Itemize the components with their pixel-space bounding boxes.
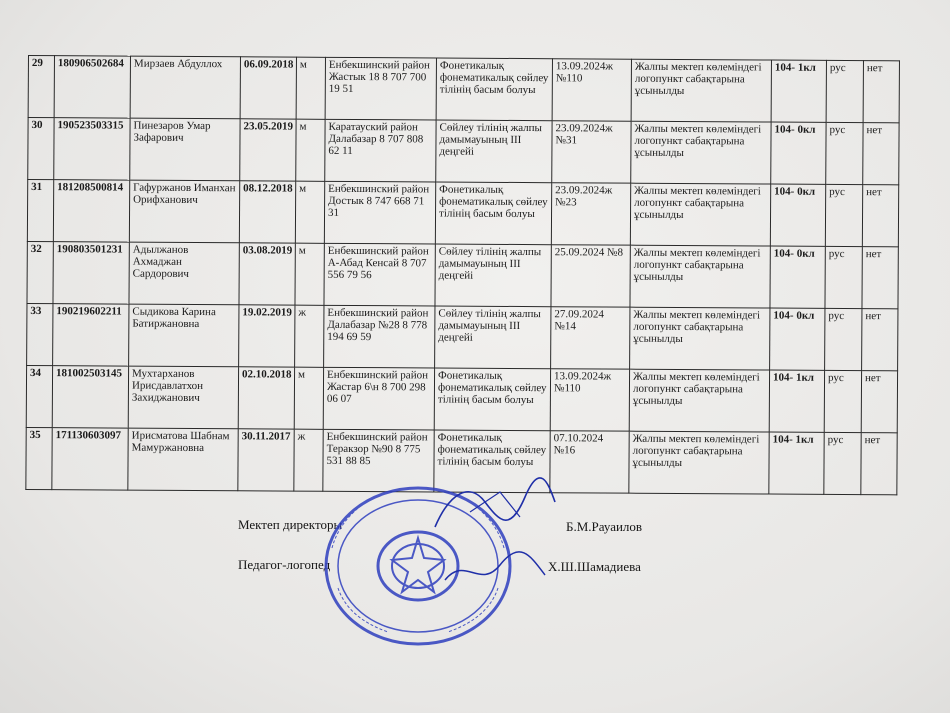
address-cell: Енбекшинский район Жастар 6\н 8 700 298 06 07 [323, 367, 434, 430]
protocol-date: 23.09.2024ж №31 [552, 121, 631, 183]
recommendation-cell: Жалпы мектеп көлеміндегі логопункт сабақтарына ұсынылды [630, 307, 770, 370]
director-signature [430, 472, 560, 542]
diagnosis-cell: Фонетикалық фонематикалық сөйлеу тілінің басым болуы [435, 182, 551, 245]
row-number: 35 [26, 427, 52, 489]
iin-cell: 181208500814 [53, 180, 129, 242]
logoped-label: Педагог-логопед [238, 557, 331, 572]
birth-date: 30.11.2017 [238, 429, 294, 491]
director-label: Мектеп директоры [238, 517, 343, 532]
row-number: 34 [26, 365, 52, 427]
birth-date: 03.08.2019 [239, 243, 295, 305]
director-name: Б.М.Рауаилов [566, 519, 643, 534]
address-cell: Каратауский район Далабазар 8 707 808 62 11 [325, 119, 436, 182]
student-name: Адылжанов Ахмаджан Сардорович [129, 242, 239, 305]
recommendation-cell: Жалпы мектеп көлеміндегі логопункт сабақтарына ұсынылды [629, 369, 769, 432]
table-row [28, 118, 899, 185]
class-cell: 104- 0кл [770, 308, 825, 370]
student-name: Ирисматова Шабнам Мамуржановна [128, 428, 238, 491]
iin-cell: 171130603097 [52, 428, 128, 490]
flag-cell: нет [862, 185, 898, 247]
language-cell: рус [824, 432, 861, 494]
student-name: Гафуржанов Иманхан Орифханович [129, 180, 239, 243]
student-name: Мирзаев Абдуллох [130, 56, 240, 119]
table-row [26, 365, 897, 432]
table-row [27, 180, 898, 247]
language-cell: рус [825, 246, 862, 308]
protocol-date: 07.10.2024 №16 [550, 431, 629, 493]
class-cell: 104- 1кл [771, 60, 826, 122]
birth-date: 19.02.2019 [239, 305, 295, 367]
table-row [27, 241, 898, 308]
table-row [27, 303, 898, 370]
address-cell: Енбекшинский район Теракзор №90 8 775 531 88 85 [323, 429, 434, 492]
flag-cell: нет [861, 433, 897, 495]
diagnosis-cell: Фонетикалық фонематикалық сөйлеу тілінің басым болуы [434, 430, 550, 493]
table-row [28, 56, 899, 123]
class-cell: 104- 1кл [769, 370, 824, 432]
language-cell: рус [826, 60, 863, 122]
diagnosis-cell: Сөйлеу тілінің жалпы дамымауының ІІІ деңгейі [435, 244, 551, 307]
row-number: 32 [27, 241, 53, 303]
protocol-date: 27.09.2024 №14 [551, 307, 630, 369]
sex-cell: м [295, 243, 324, 305]
recommendation-cell: Жалпы мектеп көлеміндегі логопункт сабақтарына ұсынылды [631, 59, 771, 122]
address-cell: Енбекшинский район Достык 8 747 668 71 31 [324, 181, 435, 244]
flag-cell: нет [861, 371, 897, 433]
birth-date: 23.05.2019 [240, 119, 296, 181]
sex-cell: м [296, 119, 325, 181]
recommendation-cell: Жалпы мектеп көлеміндегі логопункт сабақтарына ұсынылды [629, 431, 769, 494]
student-name: Пинезаров Умар Зафарович [130, 118, 240, 181]
class-cell: 104- 0кл [770, 184, 825, 246]
class-cell: 104- 0кл [771, 122, 826, 184]
sex-cell: м [295, 181, 324, 243]
diagnosis-cell: Фонетикалық фонематикалық сөйлеу тілінің басым болуы [434, 368, 550, 431]
row-number: 33 [27, 303, 53, 365]
row-number: 29 [28, 56, 54, 118]
iin-cell: 190803501231 [53, 242, 129, 304]
address-cell: Енбекшинский район Далабазар №28 8 778 194 69 59 [324, 305, 435, 368]
flag-cell: нет [862, 247, 898, 309]
student-name: Мухтарханов Ирисдавлатхон Захиджанович [128, 366, 238, 429]
language-cell: рус [826, 122, 863, 184]
birth-date: 08.12.2018 [239, 181, 295, 243]
language-cell: рус [824, 370, 861, 432]
sex-cell: ж [294, 429, 323, 491]
birth-date: 02.10.2018 [238, 367, 294, 429]
iin-cell: 190523503315 [54, 118, 130, 180]
recommendation-cell: Жалпы мектеп көлеміндегі логопункт сабақтарына ұсынылды [630, 245, 770, 308]
logoped-name: Х.Ш.Шамадиева [548, 559, 641, 574]
protocol-date: 13.09.2024ж №110 [550, 369, 629, 431]
iin-cell: 180906502684 [54, 56, 130, 118]
students-table [25, 55, 900, 495]
flag-cell: нет [863, 123, 899, 185]
sex-cell: м [296, 57, 325, 119]
iin-cell: 181002503145 [52, 366, 128, 428]
language-cell: рус [825, 184, 862, 246]
iin-cell: 190219602211 [53, 304, 129, 366]
language-cell: рус [825, 308, 862, 370]
recommendation-cell: Жалпы мектеп көлеміндегі логопункт сабақтарына ұсынылды [630, 183, 770, 246]
flag-cell: нет [862, 309, 898, 371]
sex-cell: ж [295, 305, 324, 367]
diagnosis-cell: Сөйлеу тілінің жалпы дамымауының ІІІ деңгейі [436, 120, 552, 183]
student-name: Сыдикова Карина Батиржановна [129, 304, 239, 367]
address-cell: Енбекшинский район А-Абад Кенсай 8 707 556 79 56 [324, 243, 435, 306]
protocol-date: 25.09.2024 №8 [551, 245, 630, 307]
birth-date: 06.09.2018 [240, 57, 296, 119]
address-cell: Енбекшинский район Жастык 18 8 707 700 19 51 [325, 57, 436, 120]
row-number: 31 [27, 180, 53, 242]
class-cell: 104- 0кл [770, 246, 825, 308]
protocol-date: 13.09.2024ж №110 [552, 59, 631, 121]
flag-cell: нет [863, 61, 899, 123]
protocol-date: 23.09.2024ж №23 [551, 183, 630, 245]
recommendation-cell: Жалпы мектеп көлеміндегі логопункт сабақтарына ұсынылды [631, 121, 771, 184]
class-cell: 104- 1кл [769, 432, 824, 494]
row-number: 30 [28, 118, 54, 180]
diagnosis-cell: Сөйлеу тілінің жалпы дамымауының ІІІ деңгейі [435, 306, 551, 369]
logoped-signature [440, 545, 550, 595]
diagnosis-cell: Фонетикалық фонематикалық сөйлеу тілінің басым болуы [436, 58, 552, 121]
sex-cell: м [294, 367, 323, 429]
